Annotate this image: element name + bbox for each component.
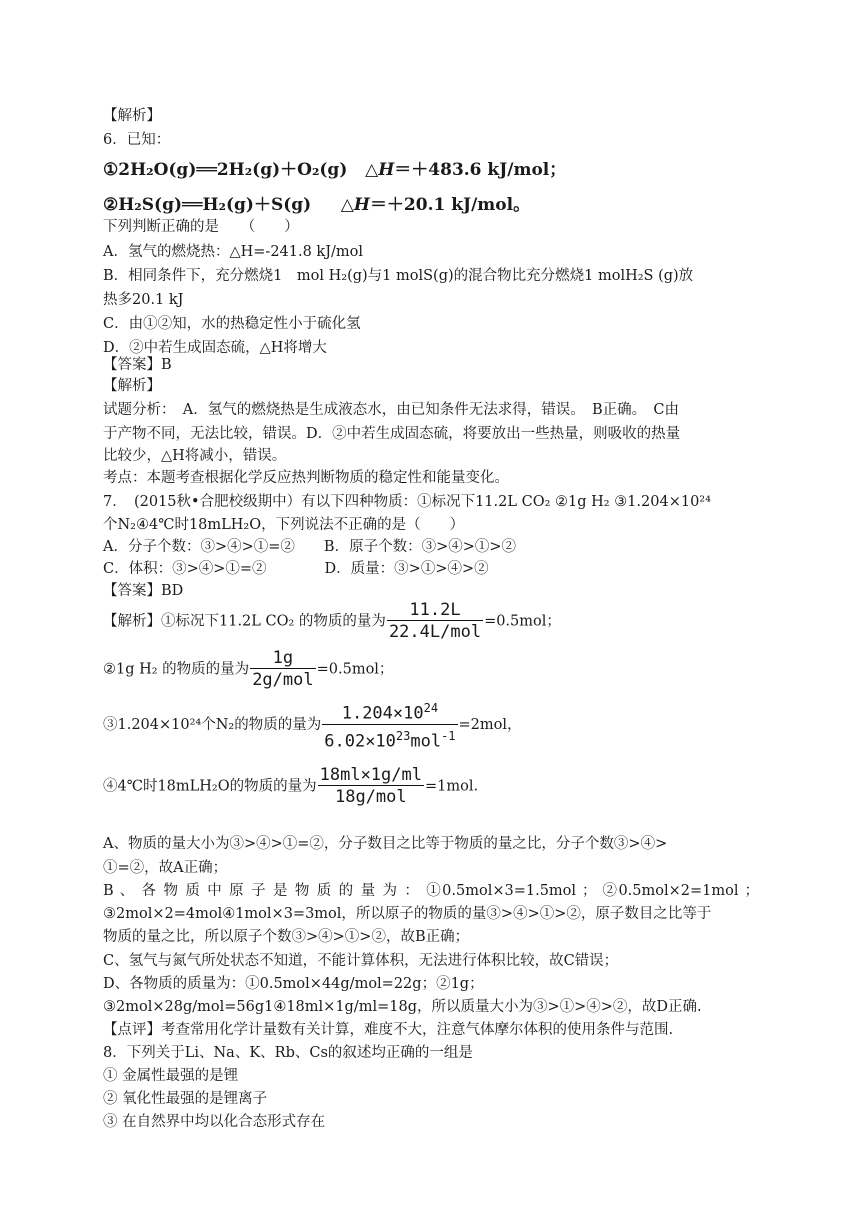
equation-1: ①2H₂O(g)══2H₂(g)＋O₂(g) △H＝＋483.6 kJ/mol； [103, 160, 567, 180]
question-8-item-2: ② 氧化性最强的是锂离子 [103, 1091, 268, 1107]
analysis-heading: 【解析】 [103, 108, 161, 124]
analysis-7-c: C、氢气与氮气所处状态不知道，不能计算体积，无法进行体积比较，故C错误； [103, 953, 619, 969]
analysis-7-d: D、各物质的质量为：①0.5mol×44g/mol=22g；②1g； [103, 976, 484, 992]
question-6-stem: 下列判断正确的是 （ ） [103, 219, 299, 235]
question-6-intro: 6．已知： [103, 132, 171, 148]
fraction-h2o: $\frac{18ml\times 1g/ml}{\text{18g/mol}}$ [319, 765, 422, 807]
equation-2: ②H₂S(g)══H₂(g)＋S(g) △H＝＋20.1 kJ/mol。 [103, 195, 531, 215]
analysis-7-line-3: ③1.204×10²⁴个N₂的物质的量为 $\frac{1.204\times 10^{24}}{6.02\times 10^{23}mol^{-1}}$ =2mol， [103, 698, 522, 752]
analysis-7-a-cont: ①=②，故A正确； [103, 860, 228, 876]
analysis-7-b: B 、 各 物 质 中 原 子 是 物 质 的 量 为 ： ①0.5mol×3=1.5mol ； ②0.5mol×2=1mol ； [103, 883, 759, 899]
analysis-6-line-2: 于产物不同，无法比较，错误。D．②中若生成固态硫，将要放出一些热量，则吸收的热量 [103, 426, 681, 442]
analysis-heading-6: 【解析】 [103, 378, 161, 394]
answer-7: 【答案】BD [103, 583, 184, 599]
analysis-7-a: A、物质的量大小为③>④>①=②，分子数目之比等于物质的量之比，分子个数③>④> [103, 836, 668, 852]
analysis-7-d-cont: ③2mol×28g/mol=56g1④18ml×1g/ml=18g，所以质量大小为③>①>④>②，故D正确. [103, 999, 702, 1015]
question-7-options-cd: C．体积：③>④>①=② D．质量：③>①>④>② [103, 561, 489, 577]
question-7-options-ab: A．分子个数：③>④>①=② B．原子个数：③>④>①>② [103, 539, 517, 555]
question-7-stem: 7． (2015秋•合肥校级期中）有以下四种物质：①标况下11.2L CO₂ ②1g H₂ ③1.204×10²⁴ [103, 494, 711, 510]
question-8-item-3: ③ 在自然界中均以化合态形式存在 [103, 1114, 326, 1130]
knowledge-point: 考点：本题考查根据化学反应热判断物质的稳定性和能量变化。 [103, 470, 509, 486]
fraction-co2: $\frac{11.2L}{\text{22.4L/mol}}$ [388, 600, 482, 642]
analysis-7-line-4: ④4℃时18mLH₂O的物质的量为 $\frac{18ml\times 1g/ml}{\text{18g/mol}}$ =1mol. [103, 765, 479, 807]
fraction-n2: $\frac{1.204\times 10^{24}}{6.02\times 10^{23}mol^{-1}}$ [322, 698, 457, 752]
answer-6: 【答案】B [103, 357, 172, 373]
question-7-stem-cont: 个N₂④4℃时18mLH₂O，下列说法不正确的是（ ） [103, 517, 465, 533]
option-d: D．②中若生成固态硫，△H将增大 [103, 340, 327, 356]
analysis-6-line-3: 比较少，△H将减小，错误。 [103, 448, 287, 464]
analysis-7-b-cont-2: 物质的量之比，所以原子个数③>④>①>②，故B正确； [103, 929, 470, 945]
option-c: C．由①②知，水的热稳定性小于硫化氢 [103, 316, 361, 332]
analysis-7-line-2: ②1g H₂ 的物质的量为 $\frac{1g}{\text{2g/mol}}$ =0.5mol； [103, 648, 394, 690]
analysis-7-b-cont: ③2mol×2=4mol④1mol×3=3mol，所以原子的物质的量③>④>①>②，原子数目之比等于 [103, 906, 712, 922]
analysis-6-line-1: 试题分析： A．氢气的燃烧热是生成液态水，由已知条件无法求得，错误。 B正确。 C由 [103, 402, 679, 418]
fraction-h2: $\frac{1g}{\text{2g/mol}}$ [252, 648, 314, 690]
option-b: B．相同条件下，充分燃烧1 mol H₂(g)与1 molS(g)的混合物比充分燃烧1 molH₂S (g)放 [103, 268, 694, 284]
question-8-item-1: ① 金属性最强的是锂 [103, 1068, 239, 1084]
option-a: A．氢气的燃烧热：△H=-241.8 kJ/mol [103, 244, 364, 260]
comment-7: 【点评】考查常用化学计量数有关计算，难度不大，注意气体摩尔体积的使用条件与范围. [103, 1022, 674, 1038]
question-8-stem: 8．下列关于Li、Na、K、Rb、Cs的叙述均正确的一组是 [103, 1045, 473, 1061]
analysis-7-line-1: 【解析】①标况下11.2L CO₂ 的物质的量为 $\frac{11.2L}{\text{22.4L/mol}}$ =0.5mol； [103, 600, 561, 642]
option-b-cont: 热多20.1 kJ [103, 292, 184, 308]
